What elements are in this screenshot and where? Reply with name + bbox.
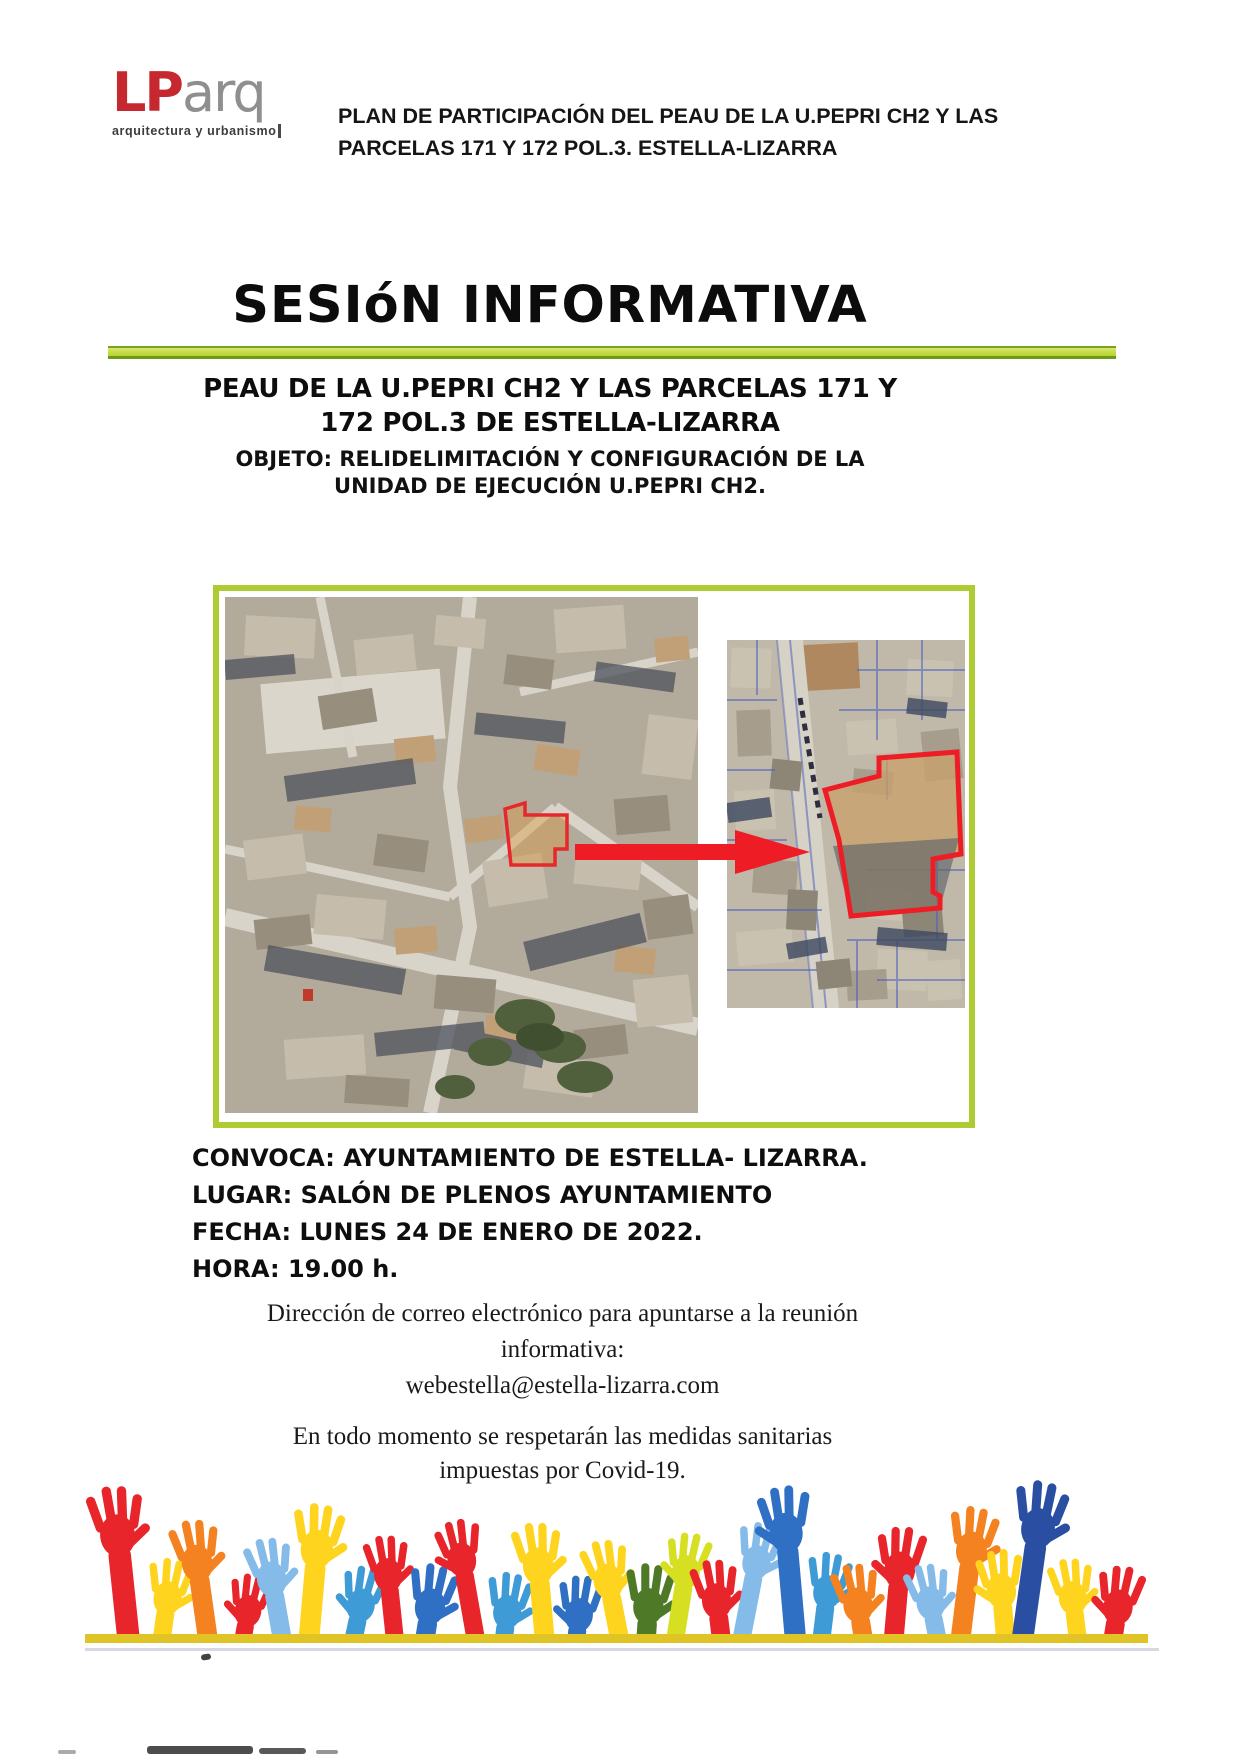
header-line-2: PARCELAS 171 Y 172 POL.3. ESTELLA-LIZARRA: [338, 136, 838, 160]
scan-mark: [58, 1750, 76, 1754]
objeto-line-1: OBJETO: RELIDELIMITACIÓN Y CONFIGURACIÓN DE LA: [235, 447, 865, 471]
zoom-arrow-icon: [575, 822, 815, 882]
email-address: webestella@estella-lizarra.com: [405, 1372, 720, 1399]
convoca-line: CONVOCA: AYUNTAMIENTO DE ESTELLA- LIZARRA.: [192, 1144, 868, 1172]
lugar-line: LUGAR: SALÓN DE PLENOS AYUNTAMIENTO: [192, 1181, 773, 1209]
scan-mark: [259, 1748, 306, 1754]
logo-tagline: arquitectura y urbanismo: [112, 124, 281, 138]
scan-mark: [201, 1653, 212, 1661]
fecha-line: FECHA: LUNES 24 DE ENERO DE 2022.: [192, 1218, 703, 1246]
hand-shapes: [85, 1477, 1148, 1636]
logo-arq-text: arq: [182, 61, 265, 124]
subtitle-line-2: 172 POL.3 DE ESTELLA-LIZARRA: [320, 408, 780, 438]
covid-line-1: En todo momento se respetarán las medidas sanitarias: [292, 1423, 833, 1450]
subtitle: [150, 372, 950, 440]
hands-illustration: [85, 1458, 1148, 1636]
email-intro-line-1: Dirección de correo electrónico para apuntarse a la reunión: [266, 1300, 859, 1327]
page-title: SESIóN INFORMATIVA: [232, 276, 868, 335]
scan-mark: [147, 1746, 253, 1754]
event-details: [192, 1140, 952, 1288]
hands-baseline: [85, 1634, 1148, 1643]
hands-subline: [85, 1648, 1159, 1651]
title-underline: [108, 346, 1116, 359]
logo: [112, 61, 281, 139]
logo-wordmark: [112, 61, 281, 124]
objeto-text: [150, 446, 950, 500]
header-line-1: PLAN DE PARTICIPACIÓN DEL PEAU DE LA U.PEPRI CH2 Y LAS: [338, 104, 999, 128]
email-intro-line-2: informativa:: [500, 1336, 625, 1363]
covid-line-2: impuestas por Covid-19.: [439, 1457, 686, 1484]
scan-mark: [316, 1750, 338, 1754]
hora-line: HORA: 19.00 h.: [192, 1255, 399, 1283]
objeto-line-2: UNIDAD DE EJECUCIÓN U.PEPRI CH2.: [334, 474, 766, 498]
logo-lp-text: LP: [112, 61, 182, 124]
subtitle-line-1: PEAU DE LA U.PEPRI CH2 Y LAS PARCELAS 171 Y: [203, 374, 897, 404]
header-text: [338, 100, 1038, 164]
email-block: [110, 1296, 1015, 1404]
